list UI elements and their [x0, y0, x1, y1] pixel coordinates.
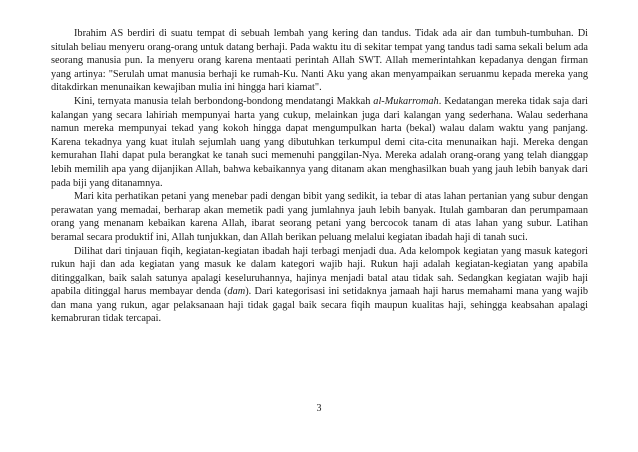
paragraph-4-text-b: ). Dari kategorisasi ini setidaknya jamaah haji harus memahami mana yang wajib dan mana yang rukun, agar pelaksanaan haji tidak gagal baik secara fiqih maupun kualitas haji, sehingga keabsahan apalagi kemabruran tidak tercapai.	[51, 286, 588, 325]
paragraph-3-text: Mari kita perhatikan petani yang menebar padi dengan bibit yang sedikit, ia tebar di atas lahan pertanian yang subur dengan perawatan yang memadai, berharap akan memetik padi yang jumlahnya jauh lebih banyak. Itulah gambaran dan perumpamaan orang yang menanam kebaikan karena Allah, ibarat seorang petani yang bercocok tanam di atas lahan yang subur. Latihan beramal secara produktif ini, Allah tunjukkan, dan Allah berikan peluang melalui kegiatan ibadah haji di tanah suci.	[51, 191, 588, 243]
paragraph-1	[51, 27, 588, 95]
paragraph-4-text-a: Dilihat dari tinjauan fiqih, kegiatan-kegiatan ibadah haji terbagi menjadi dua. Ada kelompok kegiatan yang masuk kategori rukun haji dan ada kegiatan yang masuk ke dalam kategori wajib haji. Rukun haji adalah kegiatan-kegiatan yang apabila ditinggalkan, baik salah satunya apalagi keseluruhannya, hajinya menjadi batal atau tidak sah. Sedangkan kegiatan wajib haji apabila ditinggal harus membayar denda (	[51, 245, 588, 298]
paragraph-3	[51, 190, 588, 244]
paragraph-2-text-b: . Kedatangan mereka tidak saja dari kalangan yang secara lahiriah mempunyai harta yang cukup, melainkan juga dari kalangan yang sederhana. Walau sederhana namun mereka mempunyai tekad yang kokoh hingga dapat mengumpulkan harta (bekal) walau dalam waktu yang panjang. Karena tekadnya yang kuat itulah sejumlah uang yang dibutuhkan terkumpul demi cita-cita menunaikan haji. Mereka dengan kemurahan Ilahi dapat pula berangkat ke tanah suci memenuhi panggilan-Nya. Mereka adalah orang-orang yang telah dianggap lebih memilih apa yang dijanjikan Allah, bahwa kebaikannya yang ditanam akan menghasilkan buah yang jauh lebih banyak dari pada biji yang ditanamnya.	[51, 95, 588, 189]
paragraph-1-text: Ibrahim AS berdiri di suatu tempat di sebuah lembah yang kering dan tandus. Tidak ada air dan tumbuh-tumbuhan. Di situlah beliau menyeru orang-orang untuk datang berhaji. Pada waktu itu di sekitar tempat yang tandus tadi sama sekali belum ada seorang manusia pun. Ia menyeru orang karena mentaati perintah Allah SWT. Allah memerintahkan kepadanya dengan firman yang artinya: "Serulah umat manusia berhaji ke rumah-Ku. Nanti Aku yang akan menyampaikan seruanmu kepada mereka yang ditakdirkan menunaikan kewajiban mulia ini hingga hari kiamat".	[51, 28, 588, 94]
paragraph-4	[51, 245, 588, 327]
page-number: 3	[316, 403, 322, 414]
document-body	[51, 27, 588, 326]
paragraph-2	[51, 95, 588, 190]
paragraph-2-text-a: Kini, ternyata manusia telah berbondong-bondong mendatangi Makkah	[74, 95, 374, 107]
paragraph-2-italic-term: al-Mukarromah	[373, 95, 439, 107]
paragraph-4-italic-term: dam	[227, 286, 246, 298]
